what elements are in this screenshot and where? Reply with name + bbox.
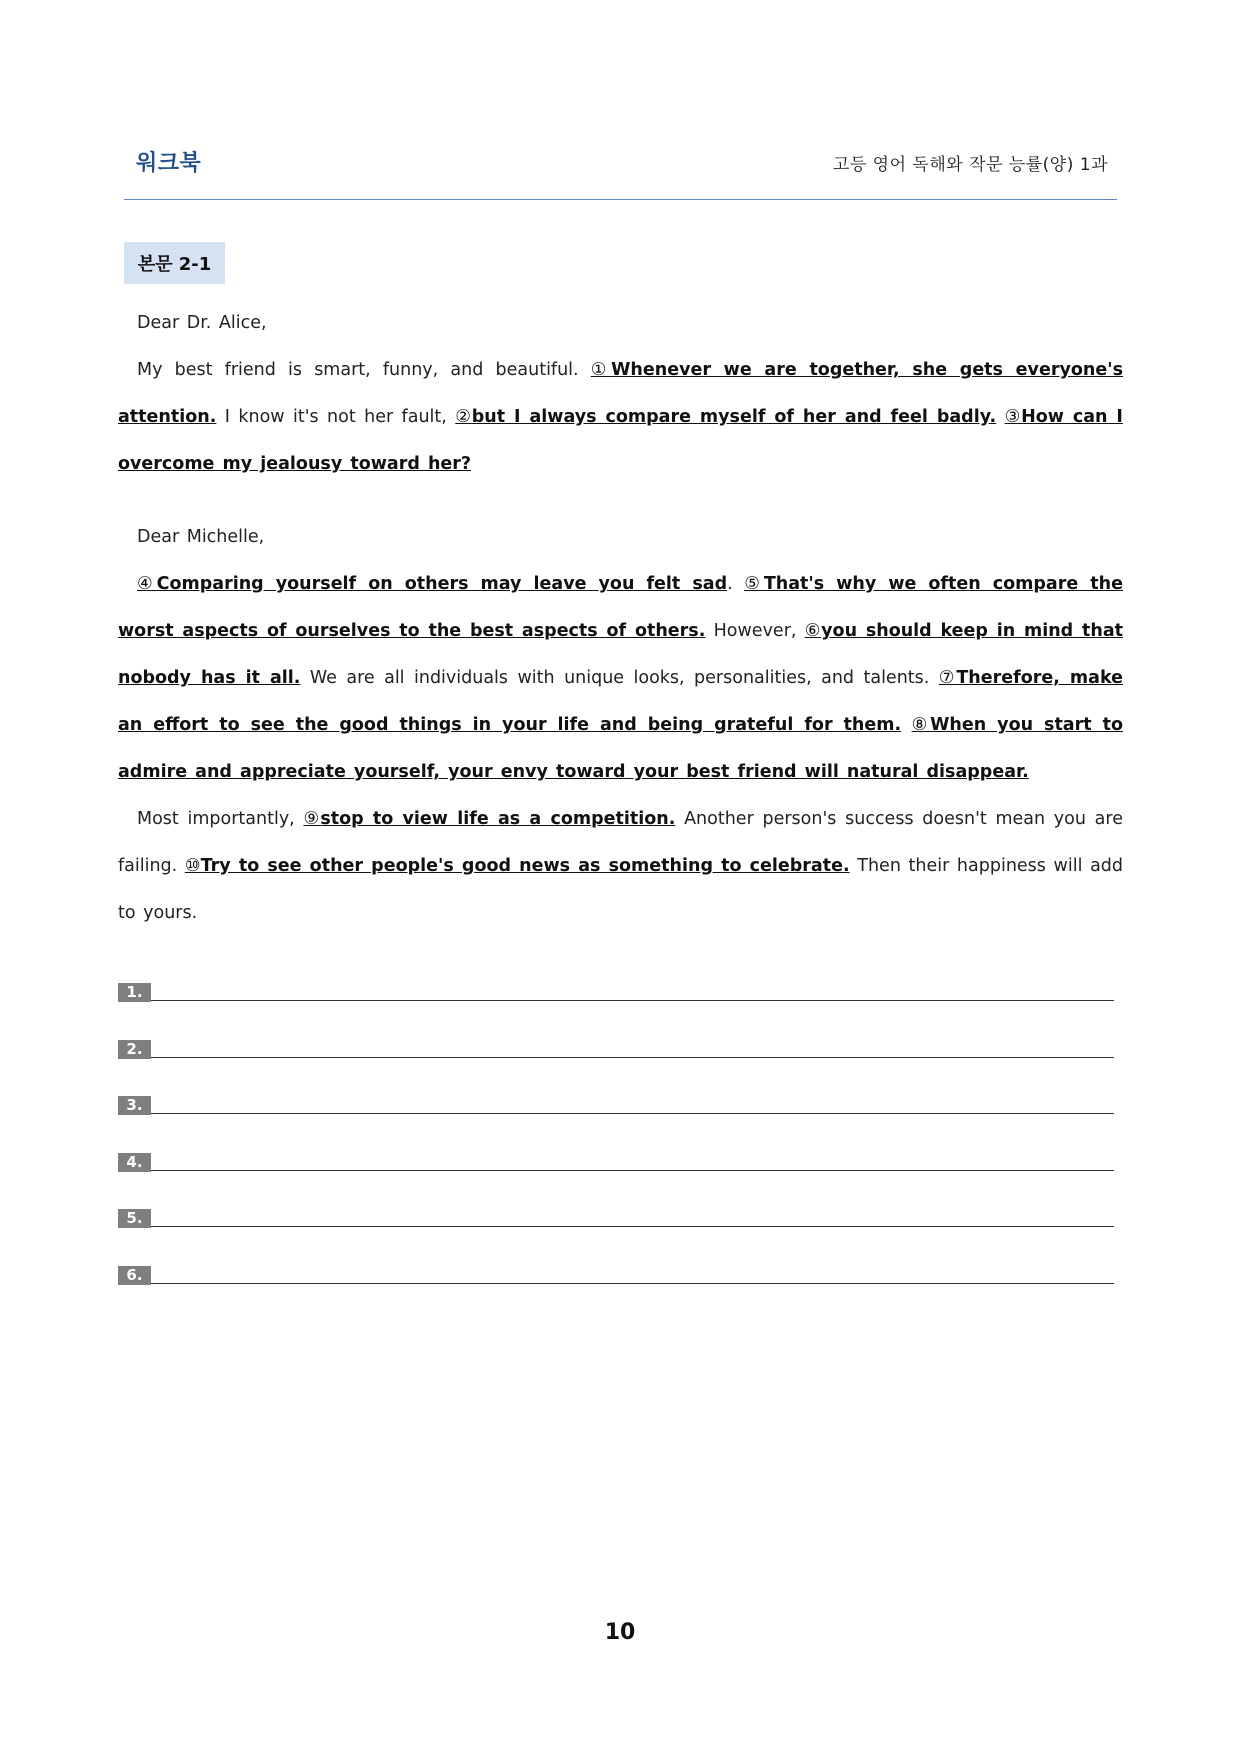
closing-paragraph [118, 796, 1123, 937]
header-divider [124, 199, 1117, 200]
answer-row[interactable] [118, 1153, 1118, 1210]
plain-text [901, 715, 911, 735]
plain-text: Another person's success doesn't mean you are failing. [118, 809, 1123, 876]
answer-line[interactable] [151, 1226, 1114, 1227]
page-number: 10 [604, 1620, 636, 1645]
answer-number-badge: 6. [118, 1266, 151, 1285]
plain-text: However, [705, 621, 805, 641]
plain-text: We are all individuals with unique looks, personalities, and talents. [300, 668, 939, 688]
course-subtitle: 고등 영어 독해와 작문 능률(양) 1과 [832, 155, 1108, 175]
sentence-6-text: you should keep in mind that nobody has it all. [118, 621, 1124, 688]
marker-9: ⑨ [303, 809, 321, 829]
letter-paragraph [118, 347, 1123, 488]
answer-row[interactable] [118, 1209, 1118, 1266]
plain-text: My best friend is smart, funny, and beautiful. [137, 360, 591, 380]
marker-4: ④ [137, 574, 157, 594]
answer-number-badge: 4. [118, 1153, 151, 1172]
marker-7: ⑦ [938, 668, 957, 688]
answer-line[interactable] [151, 1000, 1114, 1001]
sentence-2 [455, 407, 996, 427]
workbook-title: 워크북 [136, 151, 202, 176]
answer-row[interactable] [118, 1266, 1118, 1323]
answer-number-badge: 3. [118, 1096, 151, 1115]
sentence-3-text: How can I overcome my jealousy toward her? [118, 407, 1123, 474]
greeting-michelle: Dear Michelle, [137, 527, 265, 547]
answer-row[interactable] [118, 1040, 1118, 1097]
marker-10: ⑩ [184, 856, 201, 876]
plain-text: I know it's not her fault, [216, 407, 456, 427]
sentence-5-text: That's why we often compare the worst aspects of ourselves to the best aspects of others. [118, 574, 1123, 641]
marker-1: ① [590, 360, 612, 380]
sentence-10-text: Try to see other people's good news as something to celebrate. [200, 856, 850, 876]
answer-number-badge: 1. [118, 983, 151, 1002]
passage [118, 300, 1123, 937]
answer-line[interactable] [151, 1170, 1114, 1171]
sentence-7-text: Therefore, make an effort to see the good things in your life and being grateful for them. [118, 668, 1123, 735]
answer-lines [118, 983, 1118, 1322]
answer-line[interactable] [151, 1113, 1114, 1114]
plain-text: Then their happiness will add to yours. [118, 856, 1124, 923]
marker-8: ⑧ [911, 715, 931, 735]
greeting-alice: Dear Dr. Alice, [137, 313, 267, 333]
plain-text: Most importantly, [137, 809, 304, 829]
sentence-9-text: stop to view life as a competition. [320, 809, 676, 829]
answer-number-badge: 5. [118, 1209, 151, 1228]
answer-row[interactable] [118, 983, 1118, 1040]
plain-text [996, 407, 1004, 427]
answer-line[interactable] [151, 1283, 1114, 1284]
answer-row[interactable] [118, 1096, 1118, 1153]
sentence-4 [137, 574, 727, 594]
sentence-4-text: Comparing yourself on others may leave you felt sad [156, 574, 728, 594]
sentence-8-text: When you start to admire and appreciate yourself, your envy toward your best friend will natural disappear. [118, 715, 1123, 782]
marker-2: ② [455, 407, 472, 427]
sentence-9 [303, 809, 675, 829]
sentence-10 [185, 856, 850, 876]
answer-number-badge: 2. [118, 1040, 151, 1059]
sentence-1-text: Whenever we are together, she gets everyone's attention. [118, 360, 1123, 427]
marker-5: ⑤ [744, 574, 764, 594]
reply-paragraph [118, 561, 1123, 796]
answer-line[interactable] [151, 1057, 1114, 1058]
marker-3: ③ [1004, 407, 1022, 427]
section-badge: 본문 2-1 [124, 242, 225, 284]
sentence-2-text: but I always compare myself of her and feel badly. [471, 407, 997, 427]
plain-text: . [727, 574, 745, 594]
marker-6: ⑥ [804, 621, 822, 641]
